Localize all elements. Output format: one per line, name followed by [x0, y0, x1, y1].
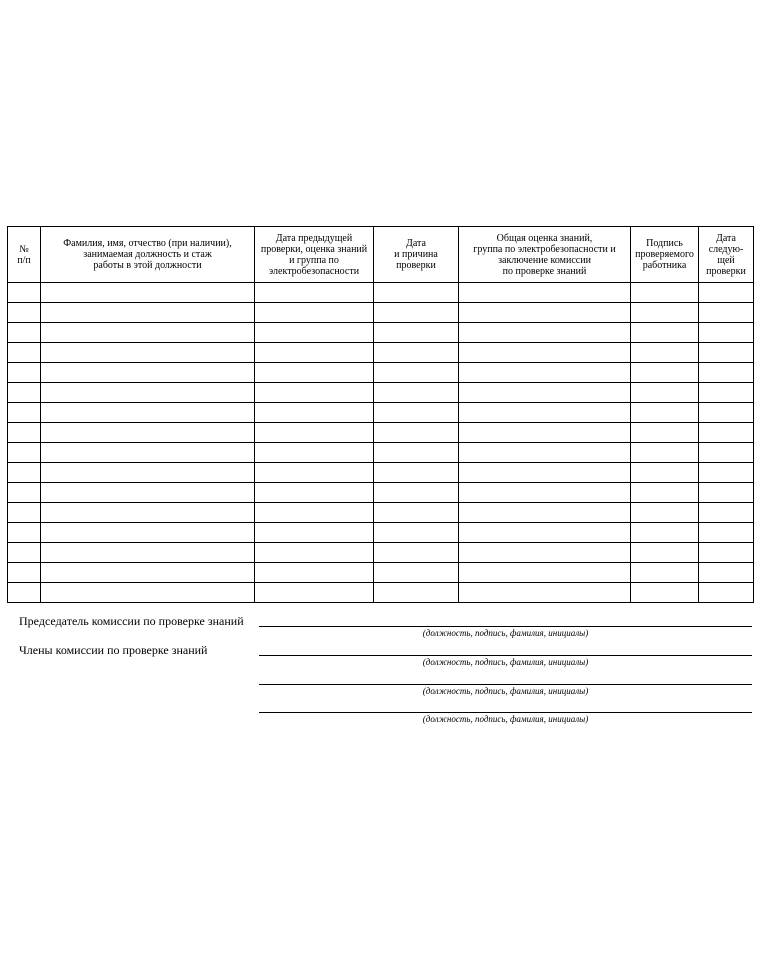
cell-previous-check[interactable]: [255, 303, 374, 323]
member-signature-line-2[interactable]: [259, 684, 752, 685]
cell-number[interactable]: [8, 583, 41, 603]
cell-next-check-date[interactable]: [699, 483, 754, 503]
cell-number[interactable]: [8, 443, 41, 463]
table-row: [8, 343, 754, 363]
col-header-number: № п/п: [8, 227, 41, 283]
cell-employee-signature[interactable]: [631, 543, 699, 563]
cell-previous-check[interactable]: [255, 423, 374, 443]
cell-previous-check[interactable]: [255, 463, 374, 483]
chair-label: Председатель комиссии по проверке знаний: [19, 614, 244, 628]
cell-check-date-reason[interactable]: [374, 423, 459, 443]
cell-previous-check[interactable]: [255, 483, 374, 503]
cell-full-name[interactable]: [41, 323, 255, 343]
cell-overall-assessment[interactable]: [459, 423, 631, 443]
cell-check-date-reason[interactable]: [374, 383, 459, 403]
table-row: [8, 423, 754, 443]
cell-check-date-reason[interactable]: [374, 483, 459, 503]
commission-check-table: [7, 226, 754, 603]
cell-employee-signature[interactable]: [631, 383, 699, 403]
members-label: Члены комиссии по проверке знаний: [19, 643, 208, 657]
table-row: [8, 303, 754, 323]
cell-overall-assessment[interactable]: [459, 503, 631, 523]
cell-number[interactable]: [8, 463, 41, 483]
chair-signature-line[interactable]: [259, 626, 752, 627]
cell-previous-check[interactable]: [255, 583, 374, 603]
cell-number[interactable]: [8, 563, 41, 583]
cell-next-check-date[interactable]: [699, 363, 754, 383]
cell-overall-assessment[interactable]: [459, 303, 631, 323]
cell-overall-assessment[interactable]: [459, 523, 631, 543]
cell-next-check-date[interactable]: [699, 463, 754, 483]
table-row: [8, 323, 754, 343]
table-row: [8, 483, 754, 503]
cell-previous-check[interactable]: [255, 543, 374, 563]
table-row: [8, 383, 754, 403]
cell-next-check-date[interactable]: [699, 543, 754, 563]
member-signature-line-1[interactable]: [259, 655, 752, 656]
cell-next-check-date[interactable]: [699, 303, 754, 323]
cell-employee-signature[interactable]: [631, 563, 699, 583]
cell-employee-signature[interactable]: [631, 583, 699, 603]
cell-next-check-date[interactable]: [699, 583, 754, 603]
col-header-full-name: Фамилия, имя, отчество (при наличии), занимаемая должность и стаж работы в этой должности: [41, 227, 255, 283]
cell-check-date-reason[interactable]: [374, 463, 459, 483]
cell-full-name[interactable]: [41, 503, 255, 523]
cell-check-date-reason[interactable]: [374, 503, 459, 523]
col-header-check-date-reason: Дата и причина проверки: [374, 227, 459, 283]
cell-previous-check[interactable]: [255, 523, 374, 543]
cell-next-check-date[interactable]: [699, 323, 754, 343]
cell-number[interactable]: [8, 503, 41, 523]
cell-previous-check[interactable]: [255, 323, 374, 343]
table-row: [8, 403, 754, 423]
cell-full-name[interactable]: [41, 583, 255, 603]
cell-check-date-reason[interactable]: [374, 323, 459, 343]
cell-number[interactable]: [8, 363, 41, 383]
cell-check-date-reason[interactable]: [374, 363, 459, 383]
cell-next-check-date[interactable]: [699, 403, 754, 423]
cell-next-check-date[interactable]: [699, 343, 754, 363]
cell-previous-check[interactable]: [255, 503, 374, 523]
cell-check-date-reason[interactable]: [374, 303, 459, 323]
cell-number[interactable]: [8, 383, 41, 403]
cell-employee-signature[interactable]: [631, 343, 699, 363]
cell-number[interactable]: [8, 343, 41, 363]
cell-next-check-date[interactable]: [699, 503, 754, 523]
cell-previous-check[interactable]: [255, 363, 374, 383]
chair-signature-caption: (должность, подпись, фамилия, инициалы): [422, 628, 589, 638]
cell-employee-signature[interactable]: [631, 523, 699, 543]
cell-full-name[interactable]: [41, 303, 255, 323]
cell-overall-assessment[interactable]: [459, 403, 631, 423]
cell-employee-signature[interactable]: [631, 483, 699, 503]
cell-next-check-date[interactable]: [699, 523, 754, 543]
cell-next-check-date[interactable]: [699, 423, 754, 443]
cell-full-name[interactable]: [41, 463, 255, 483]
cell-overall-assessment[interactable]: [459, 283, 631, 303]
cell-check-date-reason[interactable]: [374, 403, 459, 423]
member-signature-caption-2: (должность, подпись, фамилия, инициалы): [422, 686, 589, 696]
cell-number[interactable]: [8, 523, 41, 543]
col-header-next-check-date: Дата следую- щей проверки: [699, 227, 754, 283]
cell-check-date-reason[interactable]: [374, 563, 459, 583]
table-row: [8, 363, 754, 383]
cell-number[interactable]: [8, 423, 41, 443]
cell-full-name[interactable]: [41, 423, 255, 443]
cell-overall-assessment[interactable]: [459, 543, 631, 563]
cell-next-check-date[interactable]: [699, 443, 754, 463]
cell-overall-assessment[interactable]: [459, 363, 631, 383]
cell-employee-signature[interactable]: [631, 423, 699, 443]
cell-number[interactable]: [8, 403, 41, 423]
cell-number[interactable]: [8, 483, 41, 503]
cell-check-date-reason[interactable]: [374, 583, 459, 603]
cell-overall-assessment[interactable]: [459, 463, 631, 483]
cell-full-name[interactable]: [41, 483, 255, 503]
table-row: [8, 563, 754, 583]
cell-full-name[interactable]: [41, 543, 255, 563]
cell-employee-signature[interactable]: [631, 363, 699, 383]
cell-check-date-reason[interactable]: [374, 543, 459, 563]
table-row: [8, 523, 754, 543]
table-row: [8, 283, 754, 303]
member-signature-line-3[interactable]: [259, 712, 752, 713]
cell-previous-check[interactable]: [255, 283, 374, 303]
cell-employee-signature[interactable]: [631, 463, 699, 483]
cell-employee-signature[interactable]: [631, 443, 699, 463]
cell-full-name[interactable]: [41, 403, 255, 423]
cell-overall-assessment[interactable]: [459, 323, 631, 343]
cell-previous-check[interactable]: [255, 563, 374, 583]
table-row: [8, 443, 754, 463]
cell-next-check-date[interactable]: [699, 563, 754, 583]
table-row: [8, 463, 754, 483]
cell-previous-check[interactable]: [255, 443, 374, 463]
col-header-previous-check: Дата предыдущей проверки, оценка знаний и группа по электробезопасности: [255, 227, 374, 283]
cell-number[interactable]: [8, 323, 41, 343]
cell-check-date-reason[interactable]: [374, 523, 459, 543]
cell-previous-check[interactable]: [255, 383, 374, 403]
col-header-overall-assessment: Общая оценка знаний, группа по электробезопасности и заключение комиссии по проверке знаний: [459, 227, 631, 283]
cell-check-date-reason[interactable]: [374, 443, 459, 463]
cell-employee-signature[interactable]: [631, 323, 699, 343]
cell-next-check-date[interactable]: [699, 383, 754, 403]
cell-full-name[interactable]: [41, 283, 255, 303]
col-header-employee-signature: Подпись проверяемого работника: [631, 227, 699, 283]
table-row: [8, 543, 754, 563]
cell-full-name[interactable]: [41, 363, 255, 383]
cell-full-name[interactable]: [41, 343, 255, 363]
cell-check-date-reason[interactable]: [374, 343, 459, 363]
cell-number[interactable]: [8, 283, 41, 303]
table-header-row: [8, 227, 754, 283]
cell-full-name[interactable]: [41, 523, 255, 543]
cell-previous-check[interactable]: [255, 343, 374, 363]
cell-overall-assessment[interactable]: [459, 563, 631, 583]
cell-full-name[interactable]: [41, 563, 255, 583]
cell-check-date-reason[interactable]: [374, 283, 459, 303]
cell-next-check-date[interactable]: [699, 283, 754, 303]
cell-employee-signature[interactable]: [631, 283, 699, 303]
cell-previous-check[interactable]: [255, 403, 374, 423]
cell-overall-assessment[interactable]: [459, 343, 631, 363]
member-signature-caption-1: (должность, подпись, фамилия, инициалы): [422, 657, 589, 667]
cell-number[interactable]: [8, 303, 41, 323]
cell-overall-assessment[interactable]: [459, 383, 631, 403]
cell-number[interactable]: [8, 543, 41, 563]
cell-employee-signature[interactable]: [631, 403, 699, 423]
member-signature-caption-3: (должность, подпись, фамилия, инициалы): [422, 714, 589, 724]
table-row: [8, 503, 754, 523]
cell-overall-assessment[interactable]: [459, 443, 631, 463]
table-row: [8, 583, 754, 603]
cell-full-name[interactable]: [41, 443, 255, 463]
cell-full-name[interactable]: [41, 383, 255, 403]
table-body: [8, 283, 754, 603]
cell-employee-signature[interactable]: [631, 303, 699, 323]
cell-overall-assessment[interactable]: [459, 483, 631, 503]
cell-overall-assessment[interactable]: [459, 583, 631, 603]
cell-employee-signature[interactable]: [631, 503, 699, 523]
